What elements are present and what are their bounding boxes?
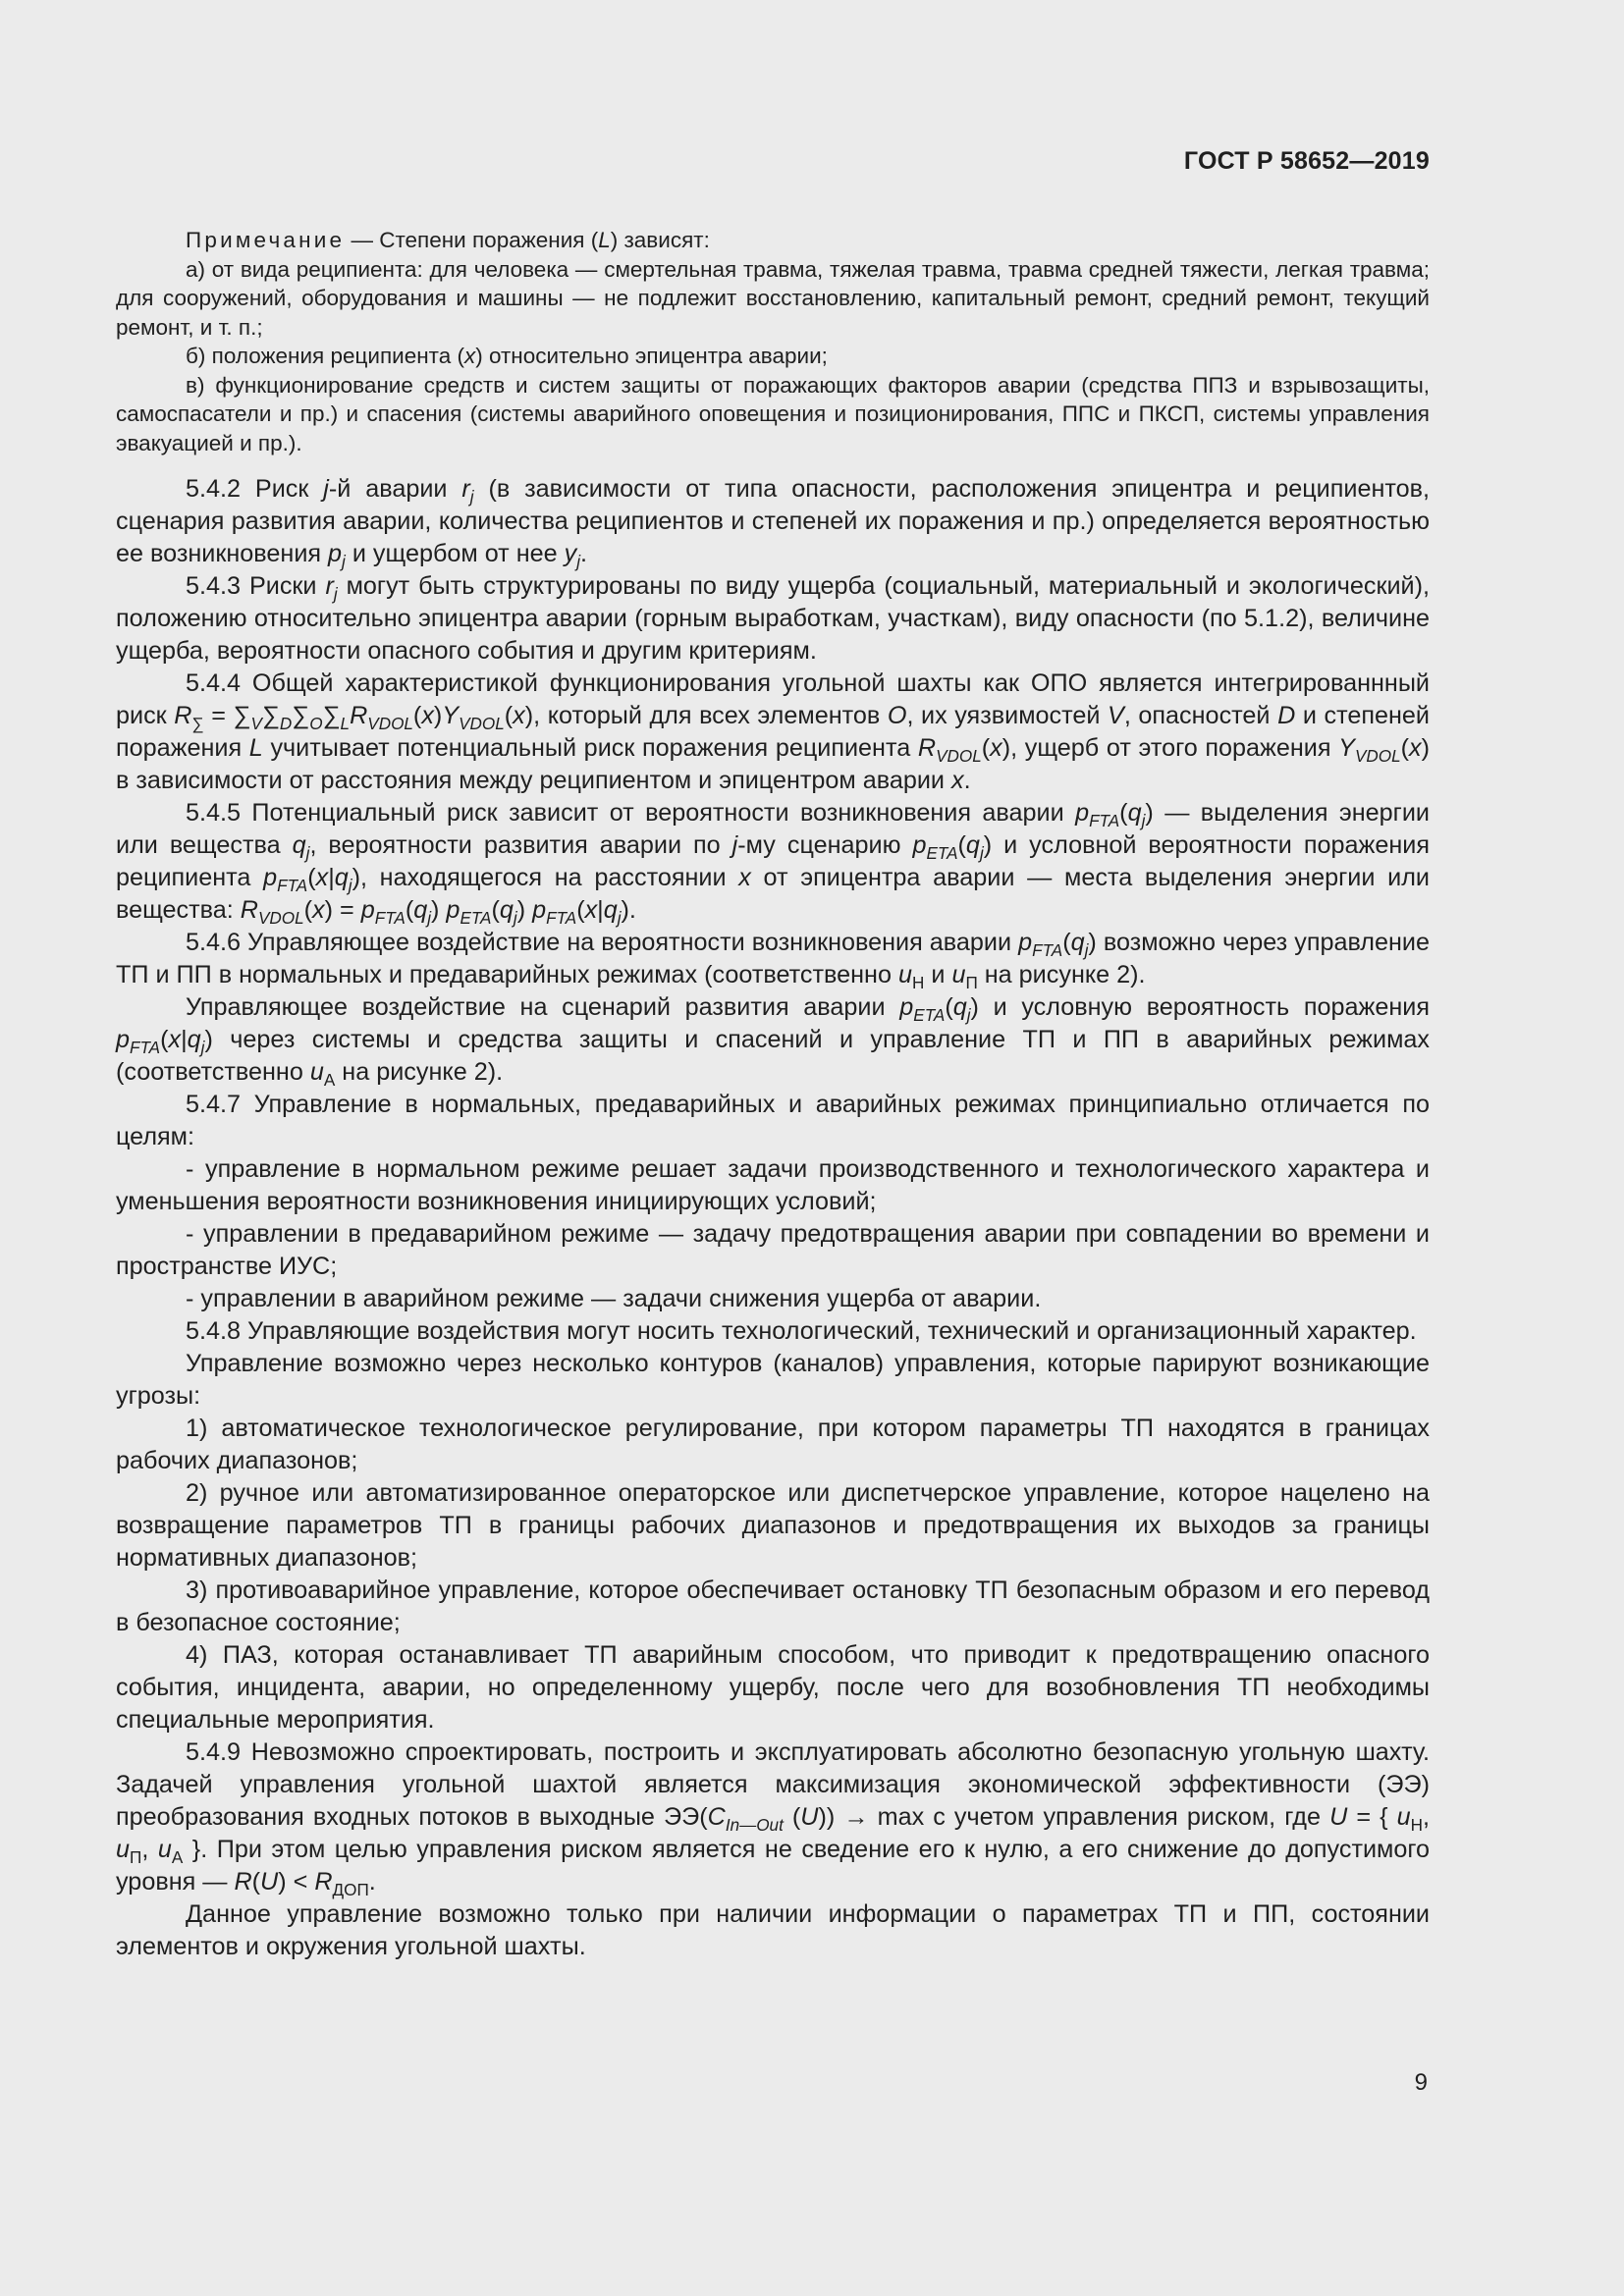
clause-5-4-8: 5.4.8 Управляющие воздействия могут носить технологический, технический и организационный характер. bbox=[186, 1317, 1417, 1345]
body-text bbox=[116, 473, 1430, 1963]
clause-5-4-3: 5.4.3 Риски $r_j$ могут быть структурированы по виду ущерба (социальный, материальный и экологический), положению относительно эпицентра аварии (горным выработкам, участкам), виду опасности (по 5.1.2), величине ущерба, вероятности опасного события и другим критериям. bbox=[116, 572, 1430, 665]
clause-5-4-7: 5.4.7 Управление в нормальных, предаварийных и аварийных режимах принципиально отличается по целям: bbox=[116, 1091, 1430, 1150]
note-label: Примечание bbox=[186, 228, 346, 252]
clause-5-4-2: 5.4.2 Риск j-й аварии $r_j$ (в зависимости от типа опасности, расположения эпицентра и реципиентов, сценария развития аварии, количества реципиентов и степеней их поражения и пр.) определяется вероятностью ее возникновения $p_j$ и ущербом от нее $y_j$. bbox=[116, 475, 1430, 572]
list-item-dash: - управлении в предаварийном режиме — задачу предотвращения аварии при совпадении во времени и пространстве ИУС; bbox=[116, 1220, 1430, 1280]
list-item-numbered: 2) ручное или автоматизированное операторское или диспетчерское управление, которое нацелено на возвращение параметров ТП в границы рабочих диапазонов и предотвращения их выходов за границы нормативных диапазонов; bbox=[116, 1479, 1430, 1572]
list-item-dash: - управление в нормальном режиме решает задачи производственного и технологического характера и уменьшения вероятности возникновения инициирующих условий; bbox=[116, 1155, 1430, 1215]
clause-5-4-6: 5.4.6 Управляющее воздействие на вероятности возникновения аварии $p_{FTA}(q_j)$ возможно через управление ТП и ПП в нормальных и предаварийных режимах (соответственно $u_Н$ и $u_П$ на рисунке 2). bbox=[116, 929, 1430, 993]
note-item-c: в) функционирование средств и систем защиты от поражающих факторов аварии (средства ППЗ и взрывозащиты, самоспасатели и пр.) и спасения (системы аварийного оповещения и позиционирования, ППС и ПКСП, системы управления эвакуацией и пр.). bbox=[116, 372, 1430, 455]
clause-5-4-5: 5.4.5 Потенциальный риск зависит от вероятности возникновения аварии $p_{FTA}(q_j)$ — выделения энергии или вещества $q_j$, вероятности развития аварии по j-му сценарию $p_{ETA}(q_j)$ и условной вероятности поражения реципиента $p_{FTA}(x|q_j)$, находящегося на расстоянии x от эпицентра аварии — места выделения энергии или вещества: $R_{VDOL}(x) = p_{FTA}(q_j)$ $p_{ETA}(q_j)$ $p_{FTA}(x|q_j)$. bbox=[116, 799, 1430, 929]
note-intro: Примечание — Степени поражения (L) зависят: bbox=[186, 228, 710, 252]
clause-5-4-9: 5.4.9 Невозможно спроектировать, построить и эксплуатировать абсолютно безопасную угольную шахту. Задачей управления угольной шахтой является максимизация экономической эффективности (ЭЭ) преобразования входных потоков в выходные $ЭЭ(C_{In—Out}$ (U)) → max с учетом управления риском, где U = { $u_Н$, $u_П$, $u_А$ }. При этом целью управления риском является не сведение его к нулю, а его снижение до допустимого уровня — $R(U) < R_{ДОП}$. bbox=[116, 1738, 1431, 1900]
page-content bbox=[116, 226, 1430, 1963]
paragraph-final: Данное управление возможно только при наличии информации о параметрах ТП и ПП, состоянии элементов и окружения угольной шахты. bbox=[116, 1900, 1430, 1960]
note-item-a: а) от вида реципиента: для человека — смертельная травма, тяжелая травма, травма средней тяжести, легкая травма; для сооружений, оборудования и машины — не подлежит восстановлению, капитальный ремонт, средний ремонт, текущий ремонт, и т. п.; bbox=[116, 256, 1430, 340]
standard-id: ГОСТ Р 58652—2019 bbox=[1183, 147, 1430, 175]
list-item-numbered: 1) автоматическое технологическое регулирование, при котором параметры ТП находятся в границах рабочих диапазонов; bbox=[116, 1415, 1430, 1474]
paragraph-contours: Управление возможно через несколько контуров (каналов) управления, которые парируют возникающие угрозы: bbox=[116, 1350, 1430, 1410]
note-item-b: б) положения реципиента (x) относительно эпицентра аварии; bbox=[186, 344, 828, 368]
list-item-numbered: 4) ПАЗ, которая останавливает ТП аварийным способом, что приводит к предотвращению опасного события, инцидента, аварии, но определенному ущербу, после чего для возобновления ТП необходимы специальные мероприятия. bbox=[116, 1641, 1430, 1734]
list-item-numbered: 3) противоаварийное управление, которое обеспечивает остановку ТП безопасным образом и его перевод в безопасное состояние; bbox=[116, 1576, 1430, 1636]
list-item-dash: - управлении в аварийном режиме — задачи снижения ущерба от аварии. bbox=[186, 1285, 1042, 1312]
clause-5-4-4: 5.4.4 Общей характеристикой функционирования угольной шахты как ОПО является интегрированнный риск $R_\sum = \sum_V\sum_D\sum_O\sum_LR_{VDOL}(x)Y_{VDOL}(x)$, который для всех элементов O, их уязвимостей V, опасностей D и степеней поражения L учитывает потенциальный риск поражения реципиента $R_{VDOL}(x)$, ущерб от этого поражения $Y_{VDOL}(x)$ в зависимости от расстояния между реципиентом и эпицентром аварии x. bbox=[116, 669, 1430, 794]
paragraph-scenario-control: Управляющее воздействие на сценарий развития аварии $p_{ETA}(q_j)$ и условную вероятность поражения $p_{FTA}(x|q_j)$ через системы и средства защиты и спасений и управление ТП и ПП в аварийных режимах (соответственно $u_А$ на рисунке 2). bbox=[116, 993, 1430, 1091]
page-number: 9 bbox=[1414, 2069, 1428, 2096]
note-block bbox=[116, 226, 1430, 457]
